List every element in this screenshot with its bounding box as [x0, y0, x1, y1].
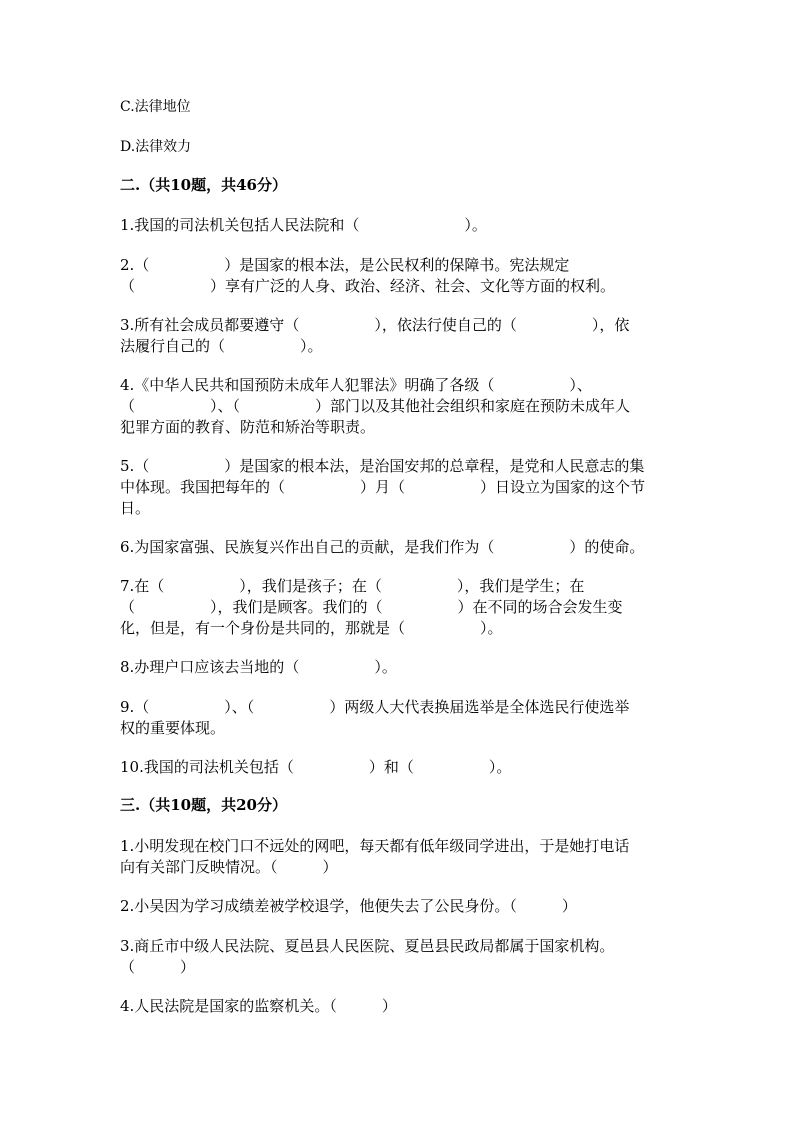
question-line: 8.办理户口应该去当地的（ ）。	[120, 658, 397, 676]
question-line: 权的重要体现。	[120, 719, 226, 737]
question-line: 9.（ ）、（ ）两级人大代表换届选举是全体选民行使选举	[120, 698, 630, 716]
question-line: 10.我国的司法机关包括（ ）和（ ）。	[120, 758, 512, 776]
option-d: D.法律效力	[120, 139, 192, 155]
section-2-heading: 二.（共10题，共46分）	[120, 176, 287, 194]
question-line: （ ）享有广泛的人身、政治、经济、社会、文化等方面的权利。	[120, 277, 616, 295]
question-line: （ ）、（ ）部门以及其他社会组织和家庭在预防未成年人	[120, 397, 631, 415]
section-3-heading: 三.（共10题，共20分）	[120, 796, 287, 814]
question-line: 法履行自己的（ ）。	[120, 337, 323, 355]
question-line: 日。	[120, 499, 151, 517]
question-line: 3.商丘市中级人民法院、夏邑县人民医院、夏邑县民政局都属于国家机构。	[120, 937, 615, 955]
question-line: （ ）	[120, 958, 196, 976]
question-line: 1.我国的司法机关包括人民法院和（ ）。	[120, 216, 487, 234]
question-line: 5.（ ）是国家的根本法，是治国安邦的总章程，是党和人民意志的集	[120, 457, 645, 475]
question-line: 6.为国家富强、民族复兴作出自己的贡献，是我们作为（ ）的使命。	[120, 538, 645, 556]
question-line: 2.（ ）是国家的根本法，是公民权利的保障书。宪法规定	[120, 256, 570, 274]
question-line: 1.小明发现在校门口不远处的网吧，每天都有低年级同学进出，于是她打电话	[120, 837, 630, 855]
question-line: 中体现。我国把每年的（ ）月（ ）日设立为国家的这个节	[120, 478, 646, 496]
question-line: （ ），我们是顾客。我们的（ ）在不同的场合会发生变	[120, 598, 623, 616]
question-line: 4.《中华人民共和国预防未成年人犯罪法》明确了各级（ ）、	[120, 376, 592, 394]
question-line: 向有关部门反映情况。（ ）	[120, 858, 338, 876]
question-line: 犯罪方面的教育、防范和矫治等职责。	[120, 418, 376, 436]
option-c: C.法律地位	[120, 99, 191, 115]
question-line: 3.所有社会成员都要遵守（ ），依法行使自己的（ ），依	[120, 316, 630, 334]
question-line: 4.人民法院是国家的监察机关。（ ）	[120, 997, 397, 1015]
question-line: 7.在（ ），我们是孩子；在（ ），我们是学生；在	[120, 577, 585, 595]
question-line: 2.小吴因为学习成绩差被学校退学，他便失去了公民身份。（ ）	[120, 897, 577, 915]
question-line: 化，但是，有一个身份是共同的，那就是（ ）。	[120, 619, 503, 637]
